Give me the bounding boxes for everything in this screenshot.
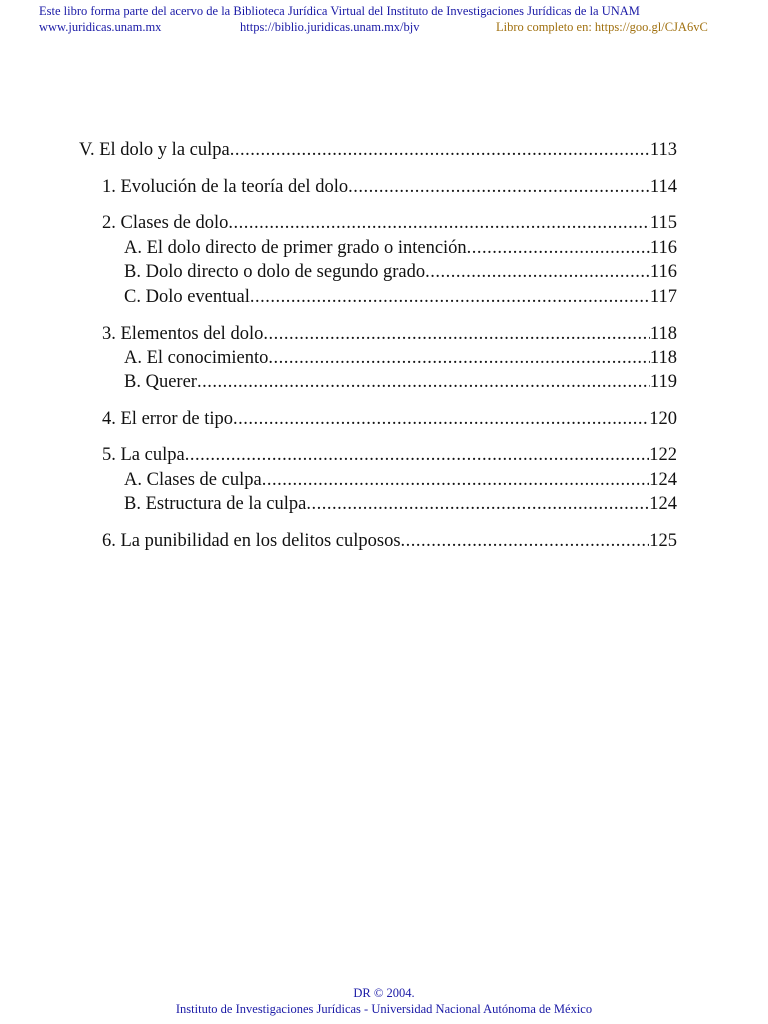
dot-leader: [185, 444, 650, 466]
dot-leader: [467, 237, 650, 259]
biblio-link[interactable]: https://biblio.juridicas.unam.mx/bjv: [240, 20, 420, 34]
dot-leader: [233, 408, 649, 430]
toc-entry-section-4: [102, 408, 677, 430]
toc-entry-page: 124: [649, 470, 677, 490]
toc-entry-section-6: [102, 530, 677, 552]
toc-entry-section-2c: [124, 286, 677, 308]
toc-entry-page: 113: [649, 140, 677, 160]
toc-entry-title: 1. Evolución de la teoría del dolo: [102, 177, 349, 197]
toc-entry-section-5: [102, 444, 677, 466]
dot-leader: [228, 212, 650, 234]
dot-leader: [401, 530, 650, 552]
toc-entry-title: 3. Elementos del dolo: [102, 324, 264, 344]
toc-entry-section-2: [102, 212, 677, 234]
site-link[interactable]: www.juridicas.unam.mx: [39, 20, 162, 34]
toc-entry-page: 124: [649, 494, 677, 514]
toc-entry-page: 116: [649, 238, 677, 258]
toc-entry-page: 122: [649, 445, 677, 465]
toc-entry-page: 120: [649, 409, 677, 429]
toc-entry-section-1: [102, 176, 677, 198]
toc-entry-title: C. Dolo eventual: [124, 287, 250, 307]
dot-leader: [306, 493, 649, 515]
dot-leader: [425, 261, 650, 283]
toc-entry-title: 4. El error de tipo: [102, 409, 233, 429]
toc-entry-title: B. Querer: [124, 372, 197, 392]
copyright-notice: DR © 2004.: [353, 986, 415, 1000]
toc-entry-title: B. Dolo directo o dolo de segundo grado: [124, 262, 426, 282]
toc-entry-page: 125: [649, 531, 677, 551]
toc-entry-title: V. El dolo y la culpa: [79, 140, 230, 160]
toc-entry-title: 5. La culpa: [102, 445, 185, 465]
dot-leader: [348, 176, 650, 198]
toc-entry-section-3: [102, 323, 677, 345]
toc-entry-title: 6. La punibilidad en los delitos culposos: [102, 531, 401, 551]
header-notice: Este libro forma parte del acervo de la Biblioteca Jurídica Virtual del Instituto de Investigaciones Jurídicas de la UNAM: [39, 4, 640, 18]
toc-entry-section-3a: [124, 347, 677, 369]
toc-entry-title: 2. Clases de dolo: [102, 213, 229, 233]
dot-leader: [268, 347, 650, 369]
dot-leader: [263, 323, 650, 345]
page-header: [39, 3, 739, 35]
toc-entry-page: 118: [649, 348, 677, 368]
toc-entry-section-5b: [124, 493, 677, 515]
full-book-link[interactable]: Libro completo en: https://goo.gl/CJA6vC: [496, 20, 708, 34]
toc-entry-title: A. El dolo directo de primer grado o intención: [124, 238, 467, 258]
institution-name: Instituto de Investigaciones Jurídicas - Universidad Nacional Autónoma de México: [175, 1002, 593, 1016]
header-links: [39, 19, 739, 35]
toc-entry-page: 118: [649, 324, 677, 344]
dot-leader: [230, 139, 650, 161]
page-footer: [0, 985, 768, 1017]
toc-entry-page: 119: [649, 372, 677, 392]
dot-leader: [197, 371, 650, 393]
toc-entry-section-2a: [124, 237, 677, 259]
toc-entry-section-5a: [124, 469, 677, 491]
toc-entry-chapter-v: [79, 139, 677, 161]
toc-entry-page: 115: [649, 213, 677, 233]
toc-entry-section-2b: [124, 261, 677, 283]
toc-entry-title: A. El conocimiento: [124, 348, 269, 368]
toc-entry-page: 116: [649, 262, 677, 282]
toc-entry-title: B. Estructura de la culpa: [124, 494, 307, 514]
toc-entry-page: 114: [649, 177, 677, 197]
toc-entry-section-3b: [124, 371, 677, 393]
dot-leader: [250, 286, 650, 308]
dot-leader: [262, 469, 650, 491]
toc-entry-title: A. Clases de culpa: [124, 470, 262, 490]
toc-entry-page: 117: [649, 287, 677, 307]
